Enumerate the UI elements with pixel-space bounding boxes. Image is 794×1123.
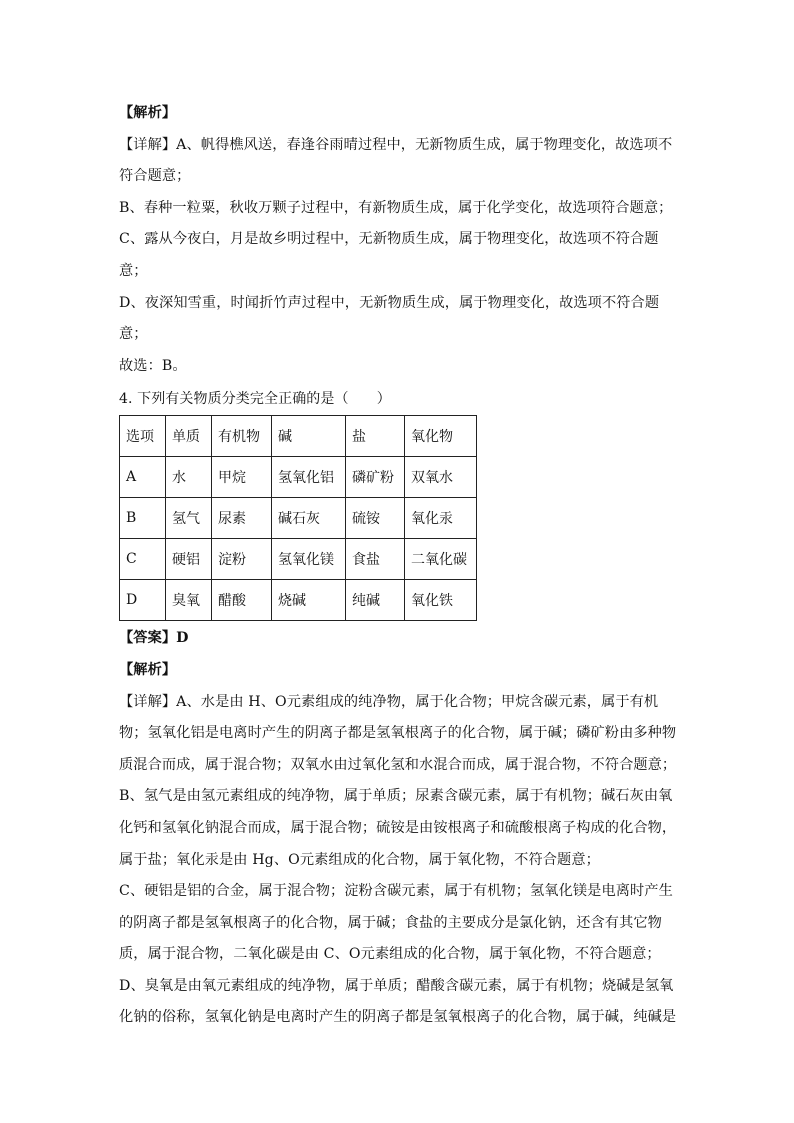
table-cell: 硫铵 (346, 498, 405, 539)
table-row (120, 580, 477, 621)
text-line: 质，属于混合物，二氧化碳是由 C、O元素组成的化合物，属于氧化物，不符合题意； (119, 946, 661, 963)
analysis-heading: 【解析】 (119, 105, 177, 121)
answer-line (119, 623, 679, 655)
text-line: 化钙和氢氧化钠混合而成，属于混合物；硫铵是由铵根离子和硫酸根离子构成的化合物， (119, 819, 677, 836)
text-line: 【详解】A、水是由 H、O元素组成的纯净物，属于化合物；甲烷含碳元素，属于有机 (119, 693, 659, 710)
text-line: 意； (119, 326, 148, 343)
table-cell: 硬铝 (166, 539, 212, 580)
table-cell: 烧碱 (272, 580, 346, 621)
table-cell: 磷矿粉 (346, 457, 405, 498)
table-cell: 食盐 (346, 539, 405, 580)
table-cell: 氧化铁 (405, 580, 477, 621)
table-cell: 氧化汞 (405, 498, 477, 539)
table-row (120, 539, 477, 580)
table-cell: 二氧化碳 (405, 539, 477, 580)
table-header-cell: 选项 (120, 416, 166, 457)
text-line: C、硬铝是铝的合金，属于混合物；淀粉含碳元素，属于有机物；氢氧化镁是电离时产生 (119, 883, 673, 900)
document-page (119, 98, 679, 1034)
question-text: 4. 下列有关物质分类完全正确的是（ ） (119, 391, 391, 408)
table-header-cell: 单质 (166, 416, 212, 457)
analysis-paragraph-2 (119, 687, 679, 1035)
table-cell: 尿素 (212, 498, 272, 539)
classification-table (119, 415, 477, 621)
table-row (120, 498, 477, 539)
text-line: D、夜深知雪重，时闻折竹声过程中，无新物质生成，属于物理变化，故选项不符合题 (119, 294, 660, 311)
table-cell: 双氧水 (405, 457, 477, 498)
table-header-row (120, 416, 477, 457)
table-cell: B (120, 498, 166, 539)
analysis-paragraph (119, 130, 679, 383)
text-line: 的阴离子都是氢氧根离子的化合物，属于碱；食盐的主要成分是氯化钠，还含有其它物 (119, 914, 662, 931)
table-cell: 淀粉 (212, 539, 272, 580)
text-line: 【详解】A、帆得樵风送，春逢谷雨晴过程中，无新物质生成，属于物理变化，故选项不 (119, 136, 673, 153)
text-line: 故选：B。 (119, 357, 187, 374)
table-cell: A (120, 457, 166, 498)
text-line: B、氢气是由氢元素组成的纯净物，属于单质；尿素含碳元素，属于有机物；碱石灰由氧 (119, 788, 673, 805)
analysis-heading-2: 【解析】 (119, 661, 177, 678)
text-line: C、露从今夜白，月是故乡明过程中，无新物质生成，属于物理变化，故选项不符合题 (119, 231, 659, 248)
table-cell: 醋酸 (212, 580, 272, 621)
text-line: 符合题意； (119, 168, 191, 185)
table-cell: 纯碱 (346, 580, 405, 621)
table-cell: 氢氧化镁 (272, 539, 346, 580)
text-line: 化钠的俗称，氢氧化钠是电离时产生的阴离子都是氢氧根离子的化合物，属于碱，纯碱是 (119, 1009, 677, 1026)
text-line: 属于盐；氧化汞是由 Hg、O元素组成的化合物，属于氧化物，不符合题意； (119, 851, 600, 868)
table-cell: 臭氧 (166, 580, 212, 621)
answer-label: 【答案】D (119, 630, 189, 647)
table-cell: 氢气 (166, 498, 212, 539)
text-line: 物；氢氧化铝是电离时产生的阴离子都是氢氧根离子的化合物，属于碱；磷矿粉由多种物 (119, 725, 677, 742)
table-cell: 甲烷 (212, 457, 272, 498)
table-header-cell: 有机物 (212, 416, 272, 457)
table-row (120, 457, 477, 498)
table-header-cell: 碱 (272, 416, 346, 457)
table-cell: D (120, 580, 166, 621)
table-header-cell: 氧化物 (405, 416, 477, 457)
text-line: D、臭氧是由氧元素组成的纯净物，属于单质；醋酸含碳元素，属于有机物；烧碱是氢氧 (119, 977, 674, 994)
table-cell: 水 (166, 457, 212, 498)
table-header-cell: 盐 (346, 416, 405, 457)
table-cell: 碱石灰 (272, 498, 346, 539)
text-line: B、春种一粒粟，秋收万颗子过程中，有新物质生成，属于化学变化，故选项符合题意； (119, 199, 673, 216)
text-line: 质混合而成，属于混合物；双氧水由过氧化氢和水混合而成，属于混合物，不符合题意； (119, 756, 677, 773)
table-cell: 氢氧化铝 (272, 457, 346, 498)
text-line: 意； (119, 262, 148, 279)
table-cell: C (120, 539, 166, 580)
